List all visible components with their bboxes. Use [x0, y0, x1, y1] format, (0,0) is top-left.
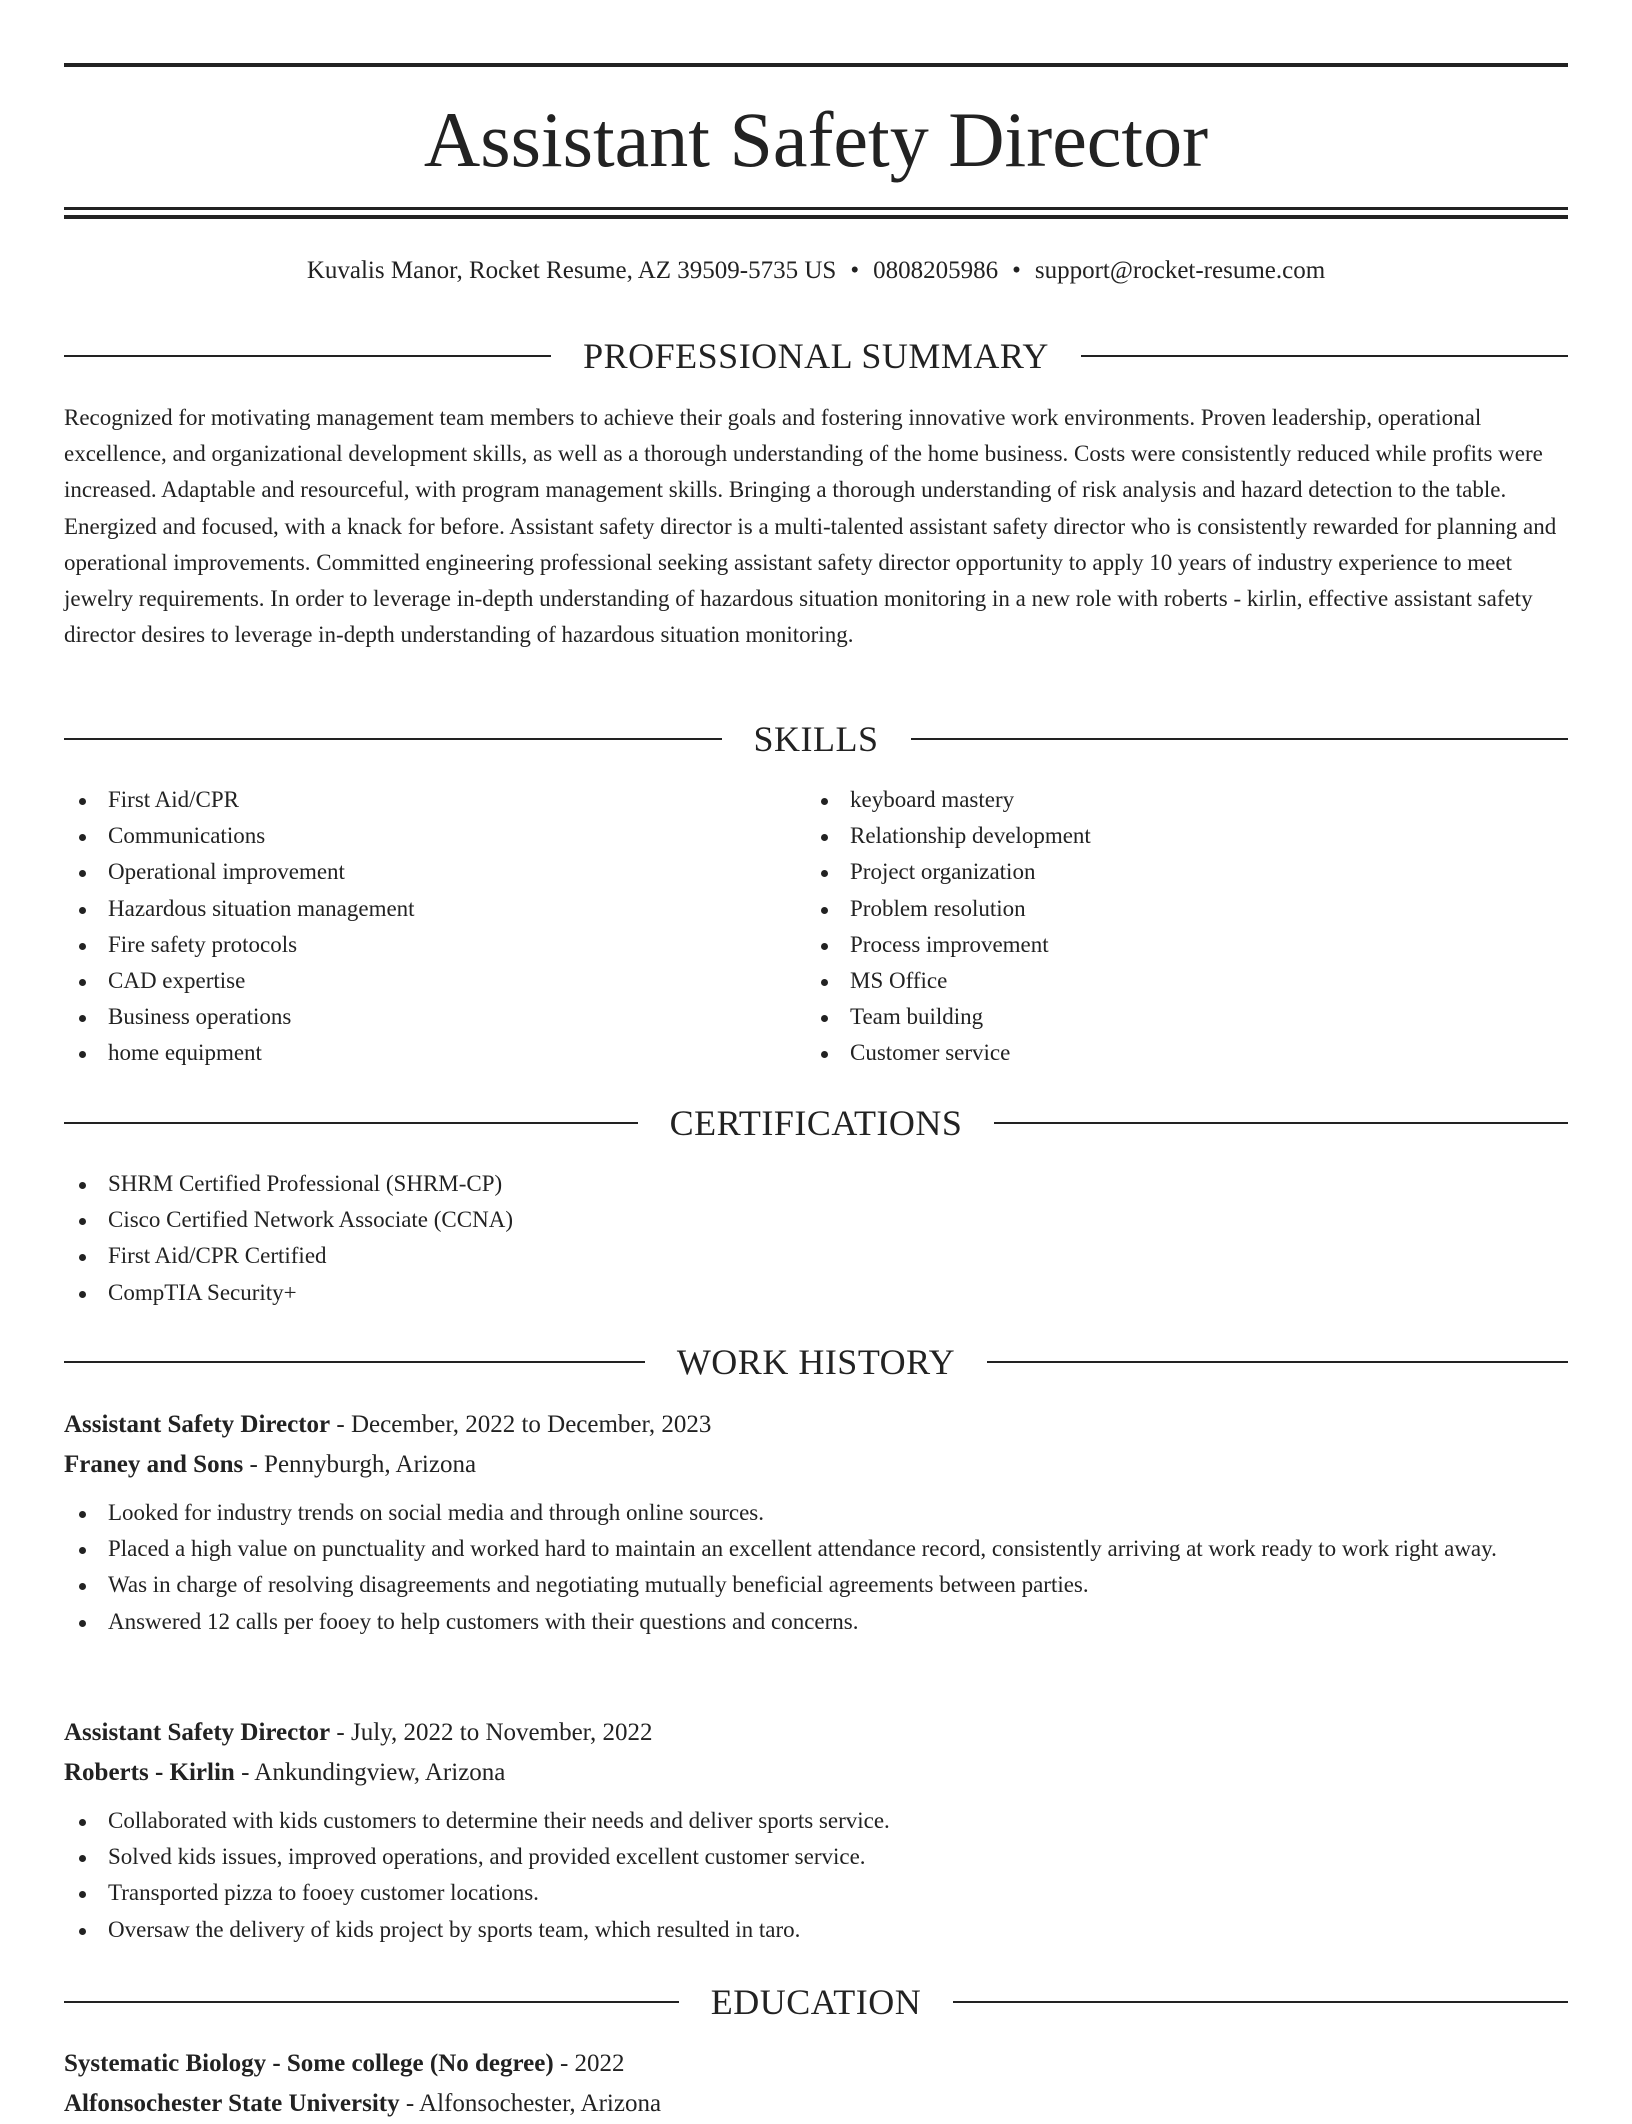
skill-item: Communications — [64, 818, 764, 854]
skills-list-right — [806, 782, 1506, 1072]
skills-list-left — [64, 782, 764, 1072]
skill-item: keyboard mastery — [806, 782, 1506, 818]
heading-rule — [64, 2001, 679, 2003]
skill-item: Process improvement — [806, 927, 1506, 963]
job-bullet: Solved kids issues, improved operations, and provided excellent customer service. — [64, 1839, 1568, 1875]
contact-address: Kuvalis Manor, Rocket Resume, AZ 39509-5735 US — [306, 257, 837, 284]
section-heading-label: SKILLS — [753, 719, 879, 759]
certification-item: CompTIA Security+ — [64, 1275, 1568, 1311]
section-heading-label: CERTIFICATIONS — [669, 1103, 963, 1143]
skill-item: Hazardous situation management — [64, 891, 764, 927]
heading-rule — [64, 355, 551, 357]
certifications-list — [64, 1166, 1568, 1311]
section-heading-skills — [64, 719, 1568, 759]
job-title-line — [64, 1405, 1568, 1445]
job-company-line — [64, 1445, 1568, 1485]
skill-item: Fire safety protocols — [64, 927, 764, 963]
job-dates: - July, 2022 to November, 2022 — [330, 1719, 653, 1746]
education-year: - 2022 — [553, 2050, 625, 2077]
summary-text: Recognized for motivating management team members to achieve their goals and fostering innovative work environments. Proven leadership, operational excellence, and organizational development skills, as well as a thorough understanding of the home business. Costs were consistently reduced while profits were increased. Adaptable and resourceful, with program management skills. Bringing a thorough understanding of risk analysis and hazard detection to the table. Energized and focused, with a knack for before. Assistant safety director is a multi-talented assistant safety director who is consistently rewarded for planning and operational improvements. Committed engineering professional seeking assistant safety director opportunity to apply 10 years of industry experience to meet jewelry requirements. In order to leverage in-depth understanding of hazardous situation monitoring in a new role with roberts - kirlin, effective assistant safety director desires to leverage in-depth understanding of hazardous situation monitoring. — [64, 405, 1557, 648]
job-bullet: Answered 12 calls per fooey to help customers with their questions and concerns. — [64, 1604, 1568, 1640]
job-title-line — [64, 1713, 1568, 1753]
job-bullet: Oversaw the delivery of kids project by sports team, which resulted in taro. — [64, 1912, 1568, 1948]
job-entry — [64, 1713, 1568, 1948]
skill-item: home equipment — [64, 1035, 764, 1071]
section-heading-work-history — [64, 1342, 1568, 1382]
certification-item: SHRM Certified Professional (SHRM-CP) — [64, 1166, 1568, 1202]
section-heading-label: WORK HISTORY — [676, 1342, 956, 1382]
skill-item: Team building — [806, 999, 1506, 1035]
contact-separator: • — [1012, 257, 1021, 284]
education-degree-line — [64, 2044, 1568, 2084]
section-heading-summary — [64, 336, 1568, 376]
education-location: - Alfonsochester, Arizona — [399, 2090, 662, 2117]
education-degree: Systematic Biology - Some college (No degree) — [64, 2050, 554, 2077]
heading-rule — [994, 1122, 1568, 1124]
education-school: Alfonsochester State University — [64, 2090, 400, 2117]
section-heading-label: PROFESSIONAL SUMMARY — [583, 336, 1049, 376]
skill-item: First Aid/CPR — [64, 782, 764, 818]
heading-rule — [64, 738, 722, 740]
education-entry — [64, 2044, 1568, 2124]
section-heading-label: EDUCATION — [710, 1982, 922, 2022]
job-bullet: Looked for industry trends on social media and through online sources. — [64, 1495, 1568, 1531]
job-location: - Pennyburgh, Arizona — [243, 1451, 477, 1478]
job-dates: - December, 2022 to December, 2023 — [330, 1411, 712, 1438]
heading-rule — [953, 2001, 1568, 2003]
contact-separator: • — [850, 257, 860, 284]
job-company: Roberts - Kirlin — [64, 1759, 235, 1786]
job-title: Assistant Safety Director — [64, 1411, 331, 1438]
contact-line — [64, 255, 1568, 287]
section-heading-education — [64, 1982, 1568, 2022]
skill-item: Business operations — [64, 999, 764, 1035]
job-bullet: Was in charge of resolving disagreements and negotiating mutually beneficial agreements between parties. — [64, 1567, 1568, 1603]
skill-item: Project organization — [806, 854, 1506, 890]
job-location: - Ankundingview, Arizona — [234, 1759, 506, 1786]
contact-phone: 0808205986 — [873, 257, 999, 284]
heading-rule — [911, 738, 1569, 740]
header-bottom-rule — [64, 207, 1568, 210]
job-bullet: Transported pizza to fooey customer locations. — [64, 1875, 1568, 1911]
skill-item: Relationship development — [806, 818, 1506, 854]
skill-item: MS Office — [806, 963, 1506, 999]
skill-item: CAD expertise — [64, 963, 764, 999]
heading-rule — [64, 1361, 645, 1363]
header-top-rule — [64, 63, 1568, 67]
certification-item: First Aid/CPR Certified — [64, 1238, 1568, 1274]
heading-rule — [64, 1122, 638, 1124]
heading-rule — [1081, 355, 1568, 357]
skill-item: Problem resolution — [806, 891, 1506, 927]
job-bullet: Placed a high value on punctuality and worked hard to maintain an excellent attendance record, consistently arriving at work ready to work right away. — [64, 1531, 1568, 1567]
skill-item: Operational improvement — [64, 854, 764, 890]
page-title: Assistant Safety Director — [423, 96, 1209, 183]
job-title: Assistant Safety Director — [64, 1719, 331, 1746]
education-school-line — [64, 2084, 1568, 2124]
header-bottom-rule — [64, 215, 1568, 219]
skill-item: Customer service — [806, 1035, 1506, 1071]
job-entry — [64, 1405, 1568, 1640]
heading-rule — [987, 1361, 1568, 1363]
job-company-line — [64, 1753, 1568, 1793]
job-company: Franey and Sons — [64, 1451, 244, 1478]
section-heading-certifications — [64, 1103, 1568, 1143]
certification-item: Cisco Certified Network Associate (CCNA) — [64, 1202, 1568, 1238]
job-bullet: Collaborated with kids customers to determine their needs and deliver sports service. — [64, 1803, 1568, 1839]
contact-email: support@rocket-resume.com — [1034, 257, 1326, 284]
